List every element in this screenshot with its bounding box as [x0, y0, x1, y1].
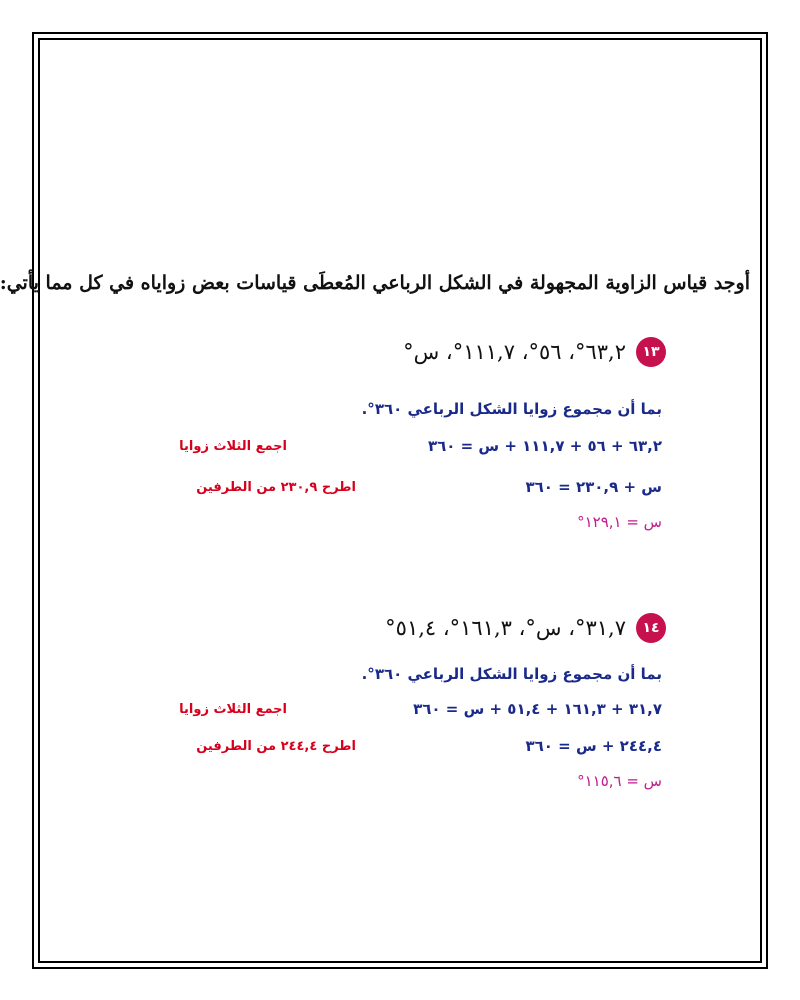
instructions-heading: أوجد قياس الزاوية المجهولة في الشكل الرباعي المُعطَى قياسات بعض زواياه في كل مما يأتي:	[0, 272, 750, 294]
problem-14-angles: ٣١,٧°، س°، ١٦١,٣°، ٥١,٤°	[385, 616, 626, 640]
problem-13-angles: ٦٣,٢°، ٥٦°، ١١١,٧°، س°	[403, 340, 626, 364]
problem-13-note-2: اطرح ٢٣٠,٩ من الطرفين	[196, 480, 356, 495]
problem-14-equation-2: ٢٤٤,٤ + س = ٣٦٠	[525, 737, 662, 755]
problem-14-number-badge: ١٤	[636, 613, 666, 643]
problem-14-statement	[385, 613, 666, 643]
problem-14-intro: بما أن مجموع زوايا الشكل الرباعي ٣٦٠°.	[361, 665, 662, 683]
problem-13-intro: بما أن مجموع زوايا الشكل الرباعي ٣٦٠°.	[361, 400, 662, 418]
problem-13-equation-2: س + ٢٣٠,٩ = ٣٦٠	[525, 478, 662, 496]
problem-13-statement	[403, 337, 666, 367]
problem-13-answer: س = ١٢٩,١°	[577, 513, 662, 531]
page-border-inner	[38, 38, 762, 963]
problem-13-note-1: اجمع الثلاث زوايا	[179, 439, 287, 454]
problem-14-note-2: اطرح ٢٤٤,٤ من الطرفين	[196, 739, 356, 754]
problem-14-equation-1: ٣١,٧ + ١٦١,٣ + ٥١,٤ + س = ٣٦٠	[413, 700, 662, 718]
problem-14-answer: س = ١١٥,٦°	[577, 772, 662, 790]
problem-13-equation-1: ٦٣,٢ + ٥٦ + ١١١,٧ + س = ٣٦٠	[427, 437, 662, 455]
problem-14-note-1: اجمع الثلاث زوايا	[179, 702, 287, 717]
problem-13-number-badge: ١٣	[636, 337, 666, 367]
